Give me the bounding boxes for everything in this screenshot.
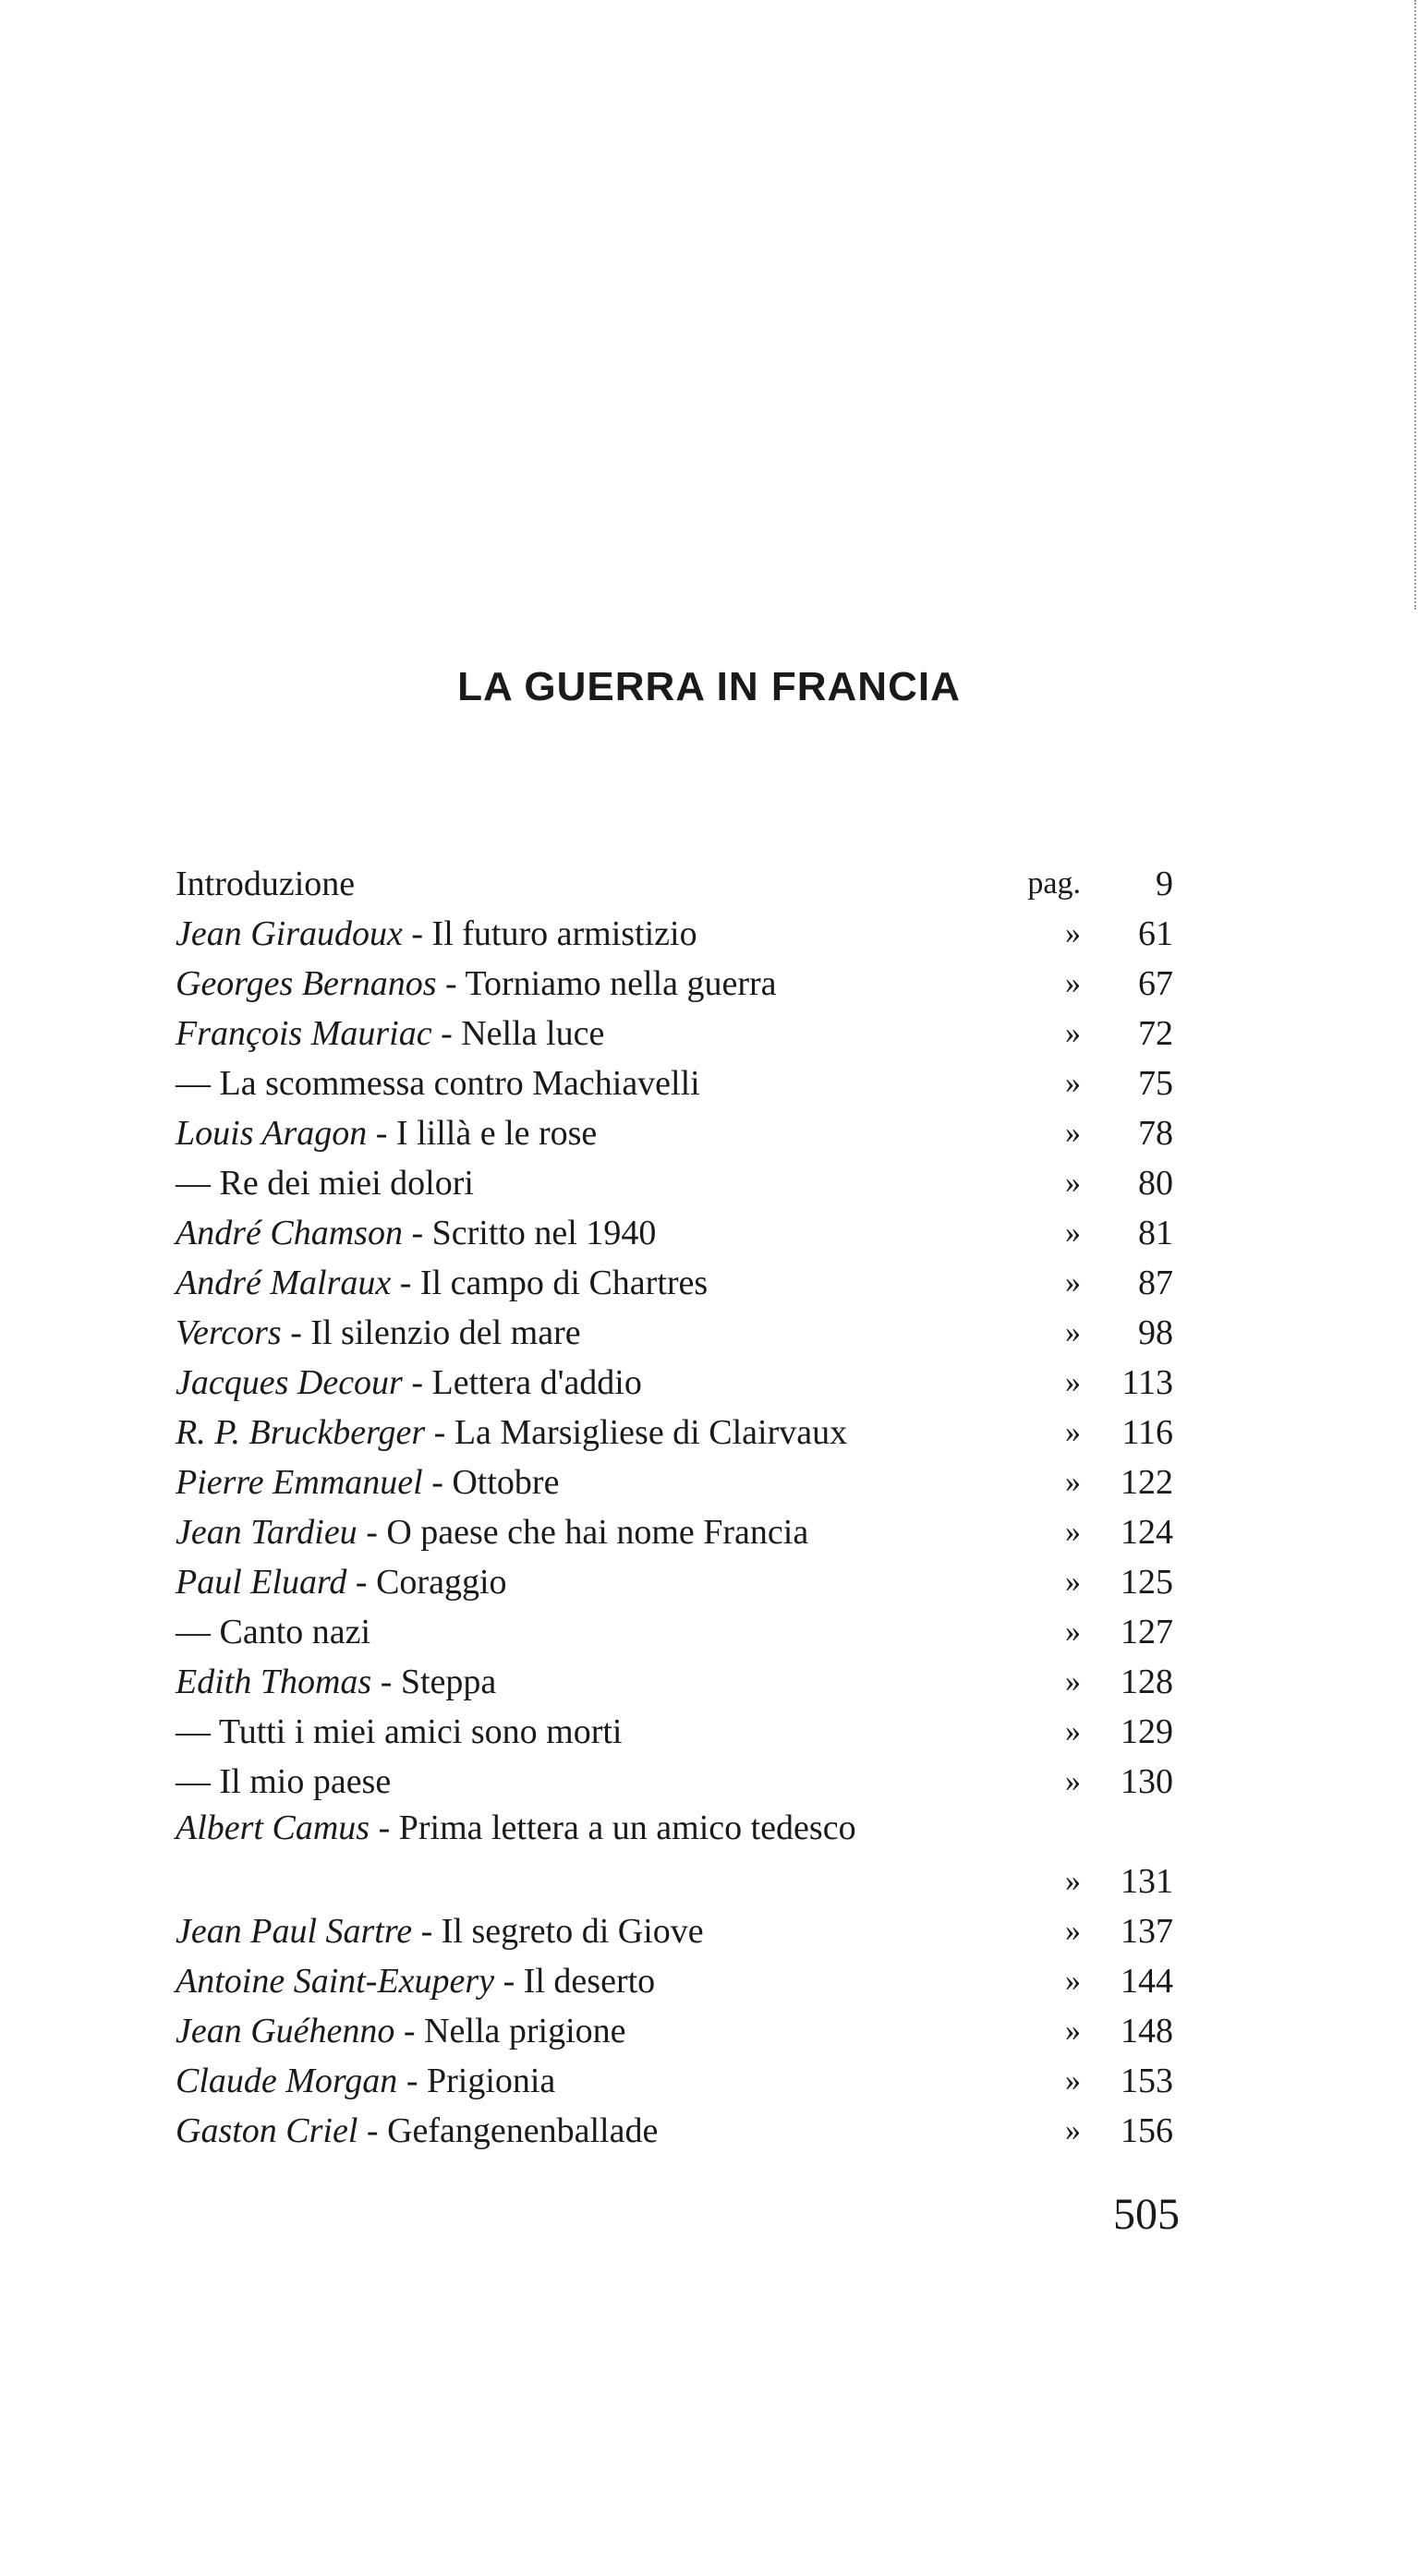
toc-entry-text (176, 909, 988, 959)
toc-author: Pierre Emmanuel (176, 1463, 423, 1502)
toc-title: Gefangenenballade (387, 2111, 659, 2150)
toc-page-marker: » (1065, 1964, 1081, 1998)
toc-page-number: 130 (1121, 1762, 1173, 1801)
toc-entry-text (176, 1108, 988, 1158)
toc-entry-text (176, 1408, 988, 1457)
toc-page-marker: » (1065, 1166, 1081, 1200)
toc-separator: - (425, 1413, 454, 1452)
toc-title: Coraggio (376, 1563, 507, 1602)
toc-page-number: 81 (1138, 1214, 1173, 1252)
toc-entry-text (176, 1507, 988, 1557)
toc-page-number: 116 (1121, 1413, 1173, 1452)
toc-author: Jean Tardieu (176, 1513, 358, 1552)
toc-entry-text (176, 959, 988, 1009)
toc-entry-text (176, 1358, 988, 1408)
toc-page-number: 75 (1138, 1064, 1173, 1103)
toc-separator: - (402, 914, 432, 953)
toc-author: Jean Paul Sartre (176, 1912, 413, 1951)
toc-title: Scritto nel 1940 (431, 1214, 657, 1252)
toc-author: Jean Guéhenno (176, 2012, 395, 2050)
page-number: 505 (1113, 2190, 1180, 2239)
toc-entry-text (176, 1208, 988, 1258)
toc-page-number: 127 (1121, 1613, 1173, 1651)
toc-page-number: 153 (1121, 2062, 1173, 2100)
toc-page-number: 124 (1121, 1513, 1173, 1552)
toc-entry (176, 1507, 1173, 1557)
toc-separator: - (367, 1114, 396, 1153)
toc-entry-text (176, 1807, 988, 1849)
toc-entry-text (176, 1258, 988, 1308)
toc-separator: - (358, 2111, 388, 2150)
toc-entry (176, 1058, 1173, 1108)
toc-author: Jacques Decour (176, 1363, 403, 1402)
page-edge-mark (1412, 0, 1416, 610)
toc-entry (176, 2106, 1173, 2156)
toc-entry (176, 1757, 1173, 1807)
toc-entry-text (176, 1009, 988, 1058)
toc-entry-text (176, 859, 988, 909)
toc-title: La Marsigliese di Clairvaux (454, 1413, 848, 1452)
toc-entry (176, 859, 1173, 909)
toc-author: Edith Thomas (176, 1663, 372, 1701)
toc-separator: - (422, 1463, 453, 1502)
toc-page-marker: » (1065, 2014, 1081, 2048)
toc-title: Il silenzio del mare (310, 1313, 581, 1352)
toc-page-number: 128 (1121, 1663, 1173, 1701)
toc-author: Jean Giraudoux (176, 914, 403, 953)
toc-title: — Re dei miei dolori (176, 1164, 474, 1203)
toc-entry (176, 1158, 1173, 1208)
toc-title: Il segreto di Giove (441, 1912, 704, 1951)
toc-entry (176, 1956, 1173, 2006)
toc-title: Lettera d'addio (431, 1363, 642, 1402)
toc-page-number: 9 (1156, 865, 1173, 903)
toc-page-marker: » (1065, 2063, 1081, 2098)
toc-page-marker: » (1065, 1116, 1081, 1150)
toc-title: Nella prigione (424, 2012, 626, 2050)
toc-entry (176, 909, 1173, 959)
toc-page-number: 78 (1138, 1114, 1173, 1153)
toc-author: André Chamson (176, 1214, 403, 1252)
toc-author: Antoine Saint-Exupery (176, 1962, 495, 2001)
toc-entry (176, 1258, 1173, 1308)
toc-title: Il campo di Chartres (419, 1264, 709, 1302)
toc-entry-text (176, 2106, 988, 2156)
toc-page-number: 98 (1138, 1313, 1173, 1352)
toc-entry (176, 1557, 1173, 1607)
toc-page-number: 137 (1121, 1912, 1173, 1951)
toc-page-marker: pag. (1027, 866, 1081, 901)
toc-page-number: 113 (1121, 1363, 1173, 1402)
toc-page-marker: » (1065, 1764, 1081, 1798)
toc-page-number: 67 (1138, 964, 1173, 1003)
toc-entry (176, 1408, 1173, 1457)
toc-title: Torniamo nella guerra (465, 964, 777, 1003)
toc-author: François Mauriac (176, 1014, 432, 1053)
toc-page-marker: » (1065, 2113, 1081, 2147)
toc-page-number: 129 (1121, 1712, 1173, 1751)
page-title: LA GUERRA IN FRANCIA (457, 664, 961, 710)
toc-entry (176, 1308, 1173, 1358)
toc-separator: - (371, 1663, 401, 1701)
toc-separator: - (402, 1363, 432, 1402)
toc-separator: - (346, 1563, 377, 1602)
toc-entry-text (176, 1158, 988, 1208)
toc-page-number: 131 (1121, 1862, 1173, 1901)
toc-title: Prima lettera a un amico tedesco (398, 1808, 856, 1847)
toc-page-marker: » (1065, 1664, 1081, 1699)
toc-author: R. P. Bruckberger (176, 1413, 426, 1452)
toc-title: Introduzione (176, 865, 356, 903)
toc-entry-text (176, 1657, 988, 1707)
toc-title: Nella luce (461, 1014, 605, 1053)
toc-separator: - (394, 2012, 425, 2050)
toc-entry (176, 1457, 1173, 1507)
toc-separator: - (431, 1014, 462, 1053)
toc-entry-text (176, 2006, 988, 2056)
toc-author: Georges Bernanos (176, 964, 437, 1003)
toc-entry (176, 1108, 1173, 1158)
toc-page-marker: » (1065, 1315, 1081, 1349)
toc-page-marker: » (1065, 1565, 1081, 1599)
toc-title: — Canto nazi (176, 1613, 371, 1651)
toc-entry-text (176, 1707, 988, 1757)
toc-page-marker: » (1065, 1215, 1081, 1250)
toc-separator: - (402, 1214, 432, 1252)
toc-page-marker: » (1065, 1864, 1081, 1898)
toc-author: Claude Morgan (176, 2062, 398, 2100)
toc-entry-text (176, 1607, 988, 1657)
toc-author: Albert Camus (176, 1808, 370, 1847)
toc-title: O paese che hai nome Francia (386, 1513, 809, 1552)
toc-page-marker: » (1065, 1066, 1081, 1100)
toc-title: Steppa (400, 1663, 497, 1701)
toc-separator: - (494, 1962, 524, 2001)
toc-entry-text (176, 1956, 988, 2006)
toc-page-marker: » (1065, 1365, 1081, 1399)
toc-page-marker: » (1065, 1914, 1081, 1948)
toc-page-marker: » (1065, 1465, 1081, 1499)
toc-entry (176, 1009, 1173, 1058)
toc-entry (176, 959, 1173, 1009)
toc-page-marker: » (1065, 966, 1081, 1000)
toc-page-number: 61 (1138, 914, 1173, 953)
toc-title: Prigionia (426, 2062, 556, 2100)
toc-author: Gaston Criel (176, 2111, 358, 2150)
toc-page-number: 156 (1121, 2111, 1173, 2150)
toc-separator: - (391, 1264, 420, 1302)
toc-entry (176, 1707, 1173, 1757)
toc-title: I lillà e le rose (395, 1114, 598, 1153)
toc-entry-text (176, 1757, 988, 1807)
toc-entry (176, 2006, 1173, 2056)
toc-title: Il deserto (523, 1962, 656, 2001)
toc-entry-text (176, 2056, 988, 2106)
toc-page-number: 72 (1138, 1014, 1173, 1053)
toc-page-number: 125 (1121, 1563, 1173, 1602)
toc-author: Vercors (176, 1313, 282, 1352)
toc-page-number: 148 (1121, 2012, 1173, 2050)
toc-page-marker: » (1065, 1016, 1081, 1050)
toc-entry (176, 1358, 1173, 1408)
toc-entry-text (176, 1557, 988, 1607)
toc-author: Louis Aragon (176, 1114, 368, 1153)
toc-page-marker: » (1065, 1265, 1081, 1300)
toc-page-marker: » (1065, 1615, 1081, 1649)
toc-separator: - (436, 964, 466, 1003)
toc-author: André Malraux (176, 1264, 392, 1302)
toc-separator: - (412, 1912, 442, 1951)
toc-page-marker: » (1065, 1714, 1081, 1748)
toc-title: Il futuro armistizio (431, 914, 697, 953)
toc-entry-text (176, 1457, 988, 1507)
toc-page-number: 122 (1121, 1463, 1173, 1502)
toc-entry (176, 1807, 1173, 1906)
toc-entry (176, 1208, 1173, 1258)
toc-title: Ottobre (452, 1463, 560, 1502)
toc-entry-text (176, 1058, 988, 1108)
toc-entry-text (176, 1308, 988, 1358)
table-of-contents (176, 859, 1173, 2156)
toc-entry (176, 1607, 1173, 1657)
toc-page-marker: » (1065, 916, 1081, 950)
toc-author: Paul Eluard (176, 1563, 347, 1602)
toc-separator: - (397, 2062, 427, 2100)
toc-title: — La scommessa contro Machiavelli (176, 1064, 700, 1103)
toc-entry-text (176, 1906, 988, 1956)
toc-separator: - (370, 1808, 399, 1847)
toc-entry (176, 1906, 1173, 1956)
toc-page-number: 144 (1121, 1962, 1173, 2001)
toc-entry (176, 2056, 1173, 2106)
toc-page-marker: » (1065, 1415, 1081, 1449)
toc-separator: - (357, 1513, 387, 1552)
toc-entry (176, 1657, 1173, 1707)
toc-page-number: 80 (1138, 1164, 1173, 1203)
toc-page-number: 87 (1138, 1264, 1173, 1302)
toc-title: — Il mio paese (176, 1762, 392, 1801)
toc-page-marker: » (1065, 1515, 1081, 1549)
toc-title: — Tutti i miei amici sono morti (176, 1712, 623, 1751)
toc-separator: - (281, 1313, 311, 1352)
